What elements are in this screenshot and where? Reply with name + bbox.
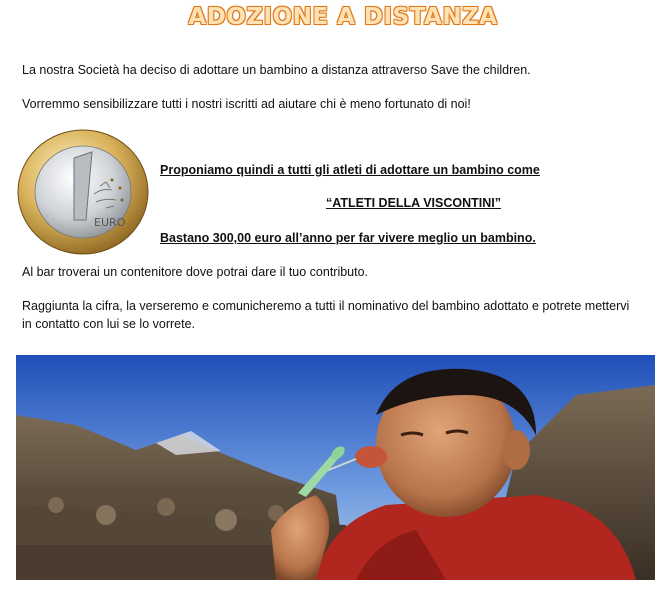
appeal-paragraph: Vorremmo sensibilizzare tutti i nostri iscritti ad aiutare chi è meno fortunato di noi! [22, 97, 471, 111]
group-name-text: “ATLETI DELLA VISCONTINI” [326, 196, 501, 210]
page-title: ADOZIONE A DISTANZA [188, 4, 498, 30]
goal-paragraph: Raggiunta la cifra, la verseremo e comunicheremo a tutti il nominativo del bambino adottato e potrete mettervi in contatto con lui se lo vorrete. [22, 299, 630, 331]
child-blowing-bubbles-photo [16, 355, 655, 580]
intro-paragraph: La nostra Società ha deciso di adottare un bambino a distanza attraverso Save the children. [22, 63, 531, 77]
proposal-text: Proponiamo quindi a tutti gli atleti di adottare un bambino come [160, 163, 540, 177]
amount-text: Bastano 300,00 euro all’anno per far vivere meglio un bambino. [160, 231, 536, 245]
bar-paragraph: Al bar troverai un contenitore dove potrai dare il tuo contributo. [22, 265, 369, 279]
coin-text: EURO [94, 216, 126, 229]
euro-coin-icon [16, 128, 150, 256]
